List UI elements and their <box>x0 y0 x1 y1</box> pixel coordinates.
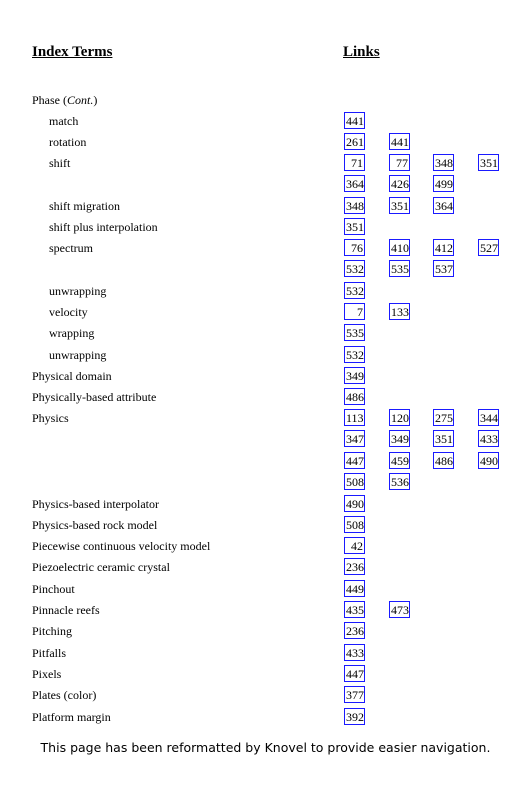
page-link[interactable]: 447 <box>346 667 364 681</box>
page-link[interactable]: 77 <box>389 154 410 171</box>
index-entry-row <box>0 259 531 280</box>
index-term-text: Pinnacle reefs <box>32 603 100 617</box>
index-entry-row <box>0 429 531 450</box>
index-term <box>32 581 75 597</box>
index-term-text: Platform margin <box>32 710 111 724</box>
page-link[interactable]: 348 <box>346 199 364 213</box>
index-entry-row <box>0 515 531 536</box>
index-entry-row <box>0 323 531 344</box>
page-link[interactable]: 508 <box>346 518 364 532</box>
index-term-text: Physical domain <box>32 369 112 383</box>
index-term-text: shift <box>49 156 71 170</box>
index-entry-row <box>0 387 531 408</box>
index-term-text: Pitfalls <box>32 646 67 660</box>
page-link[interactable]: 351 <box>346 220 364 234</box>
page-link[interactable]: 133 <box>391 305 409 319</box>
page-link[interactable]: 392 <box>346 710 364 724</box>
page-link[interactable]: 364 <box>435 199 453 213</box>
index-term <box>32 496 159 512</box>
page-link[interactable]: 261 <box>346 135 364 149</box>
index-entry-row <box>0 174 531 195</box>
index-entry-row <box>0 302 531 323</box>
page-link[interactable]: 537 <box>435 262 453 276</box>
index-term <box>49 219 158 235</box>
index-term <box>49 198 120 214</box>
index-term <box>32 559 170 575</box>
page-link[interactable]: 486 <box>346 390 364 404</box>
index-term-text: Physics-based interpolator <box>32 497 159 511</box>
page-link[interactable]: 349 <box>391 432 409 446</box>
index-terms-header: Index Terms <box>32 44 113 60</box>
index-term <box>49 283 106 299</box>
page-link[interactable]: 536 <box>391 475 409 489</box>
page-link[interactable]: 275 <box>435 411 453 425</box>
page-link[interactable]: 412 <box>435 241 453 255</box>
index-term <box>49 134 86 150</box>
page-link[interactable]: 499 <box>435 177 453 191</box>
page-link[interactable]: 351 <box>480 156 498 170</box>
index-entry-row <box>0 281 531 302</box>
index-term-text: wrapping <box>49 326 95 340</box>
page-link[interactable]: 433 <box>346 646 364 660</box>
page-link[interactable]: 349 <box>346 369 364 383</box>
page-link[interactable]: 490 <box>480 454 498 468</box>
index-term <box>32 687 96 703</box>
index-term <box>32 709 111 725</box>
index-entry-row <box>0 196 531 217</box>
index-term <box>49 325 94 341</box>
index-term <box>32 602 100 618</box>
index-term-text: unwrapping <box>49 284 107 298</box>
index-term-text: Piezoelectric ceramic crystal <box>32 560 170 574</box>
index-term-text: Physics-based rock model <box>32 518 158 532</box>
index-term-text: Phase ( <box>32 93 67 107</box>
index-entry-row <box>0 579 531 600</box>
index-term-text: Plates (color) <box>32 688 97 702</box>
page-link[interactable]: 441 <box>346 114 364 128</box>
page-link[interactable]: 76 <box>344 239 365 256</box>
page-link[interactable]: 426 <box>391 177 409 191</box>
index-term <box>32 623 72 639</box>
index-term-text: shift plus interpolation <box>49 220 158 234</box>
page-link[interactable]: 236 <box>346 624 364 638</box>
knovel-footer-note: This page has been reformatted by Knovel to provide easier navigation. <box>40 740 491 755</box>
index-term-text: Physics <box>32 411 69 425</box>
page-link[interactable]: 535 <box>391 262 409 276</box>
index-term-text: spectrum <box>49 241 93 255</box>
index-entry-row <box>0 153 531 174</box>
page-link[interactable]: 508 <box>346 475 364 489</box>
index-entry-row <box>0 494 531 515</box>
index-entry-row <box>0 685 531 706</box>
index-term <box>32 517 157 533</box>
index-entry-row <box>0 345 531 366</box>
index-term-suffix: ) <box>93 93 98 107</box>
index-term-text: shift migration <box>49 199 120 213</box>
index-term <box>49 347 106 363</box>
page-link[interactable]: 433 <box>480 432 498 446</box>
index-term-text: Pitching <box>32 624 73 638</box>
page-link[interactable]: 344 <box>480 411 498 425</box>
index-entry-row <box>0 366 531 387</box>
index-entry-row <box>0 472 531 493</box>
index-term-text: rotation <box>49 135 87 149</box>
page-link[interactable]: 113 <box>346 411 364 425</box>
page-link[interactable]: 447 <box>346 454 364 468</box>
page-link[interactable]: 351 <box>391 199 409 213</box>
index-term <box>32 645 66 661</box>
index-entry-row <box>0 536 531 557</box>
page-link[interactable]: 348 <box>435 156 453 170</box>
page-link[interactable]: 535 <box>346 326 364 340</box>
index-entry-row <box>0 621 531 642</box>
index-entry-row <box>0 238 531 259</box>
page-link[interactable]: 527 <box>480 241 498 255</box>
page-link[interactable]: 7 <box>344 303 365 320</box>
index-entry-row <box>0 217 531 238</box>
index-term <box>49 113 78 129</box>
page-link[interactable]: 490 <box>346 497 364 511</box>
links-header: Links <box>343 44 380 60</box>
page-link[interactable]: 435 <box>346 603 364 617</box>
page-link[interactable]: 347 <box>346 432 364 446</box>
index-term-text: match <box>49 114 79 128</box>
index-term-text: velocity <box>49 305 88 319</box>
index-entry-row <box>0 451 531 472</box>
index-entry-row <box>0 600 531 621</box>
index-entry-row <box>0 132 531 153</box>
index-term-text: Pixels <box>32 667 62 681</box>
index-entry-row <box>0 111 531 132</box>
page-link[interactable]: 71 <box>344 154 365 171</box>
index-term <box>32 368 112 384</box>
page-link[interactable]: 532 <box>346 348 364 362</box>
index-term <box>49 155 70 171</box>
page-link[interactable]: 377 <box>346 688 364 702</box>
index-entry-row <box>0 408 531 429</box>
page-link[interactable]: 236 <box>346 560 364 574</box>
index-term <box>32 666 61 682</box>
page-link[interactable]: 532 <box>346 284 364 298</box>
page-link[interactable]: 42 <box>344 537 365 554</box>
index-entry-row <box>0 643 531 664</box>
page-link[interactable]: 120 <box>391 411 409 425</box>
index-term <box>32 410 69 426</box>
page-link[interactable]: 532 <box>346 262 364 276</box>
index-entry-row <box>0 557 531 578</box>
index-entry-row <box>0 707 531 728</box>
index-entry-row <box>0 664 531 685</box>
index-term-text: Physically-based attribute <box>32 390 157 404</box>
index-term-text: unwrapping <box>49 348 107 362</box>
index-term <box>32 389 156 405</box>
index-term-text: Piecewise continuous velocity model <box>32 539 211 553</box>
page-link[interactable]: 364 <box>346 177 364 191</box>
page-link[interactable]: 410 <box>391 241 409 255</box>
page-link[interactable]: 486 <box>435 454 453 468</box>
page-link[interactable]: 351 <box>435 432 453 446</box>
page-link[interactable]: 473 <box>391 603 409 617</box>
index-entry-row <box>0 90 531 111</box>
index-term-text: Pinchout <box>32 582 75 596</box>
page-link[interactable]: 459 <box>391 454 409 468</box>
index-term-italic: Cont. <box>67 93 94 107</box>
page-link[interactable]: 449 <box>346 582 364 596</box>
index-term <box>49 240 93 256</box>
index-term <box>32 92 97 108</box>
page-link[interactable]: 441 <box>391 135 409 149</box>
index-term <box>32 538 210 554</box>
index-term <box>49 304 88 320</box>
